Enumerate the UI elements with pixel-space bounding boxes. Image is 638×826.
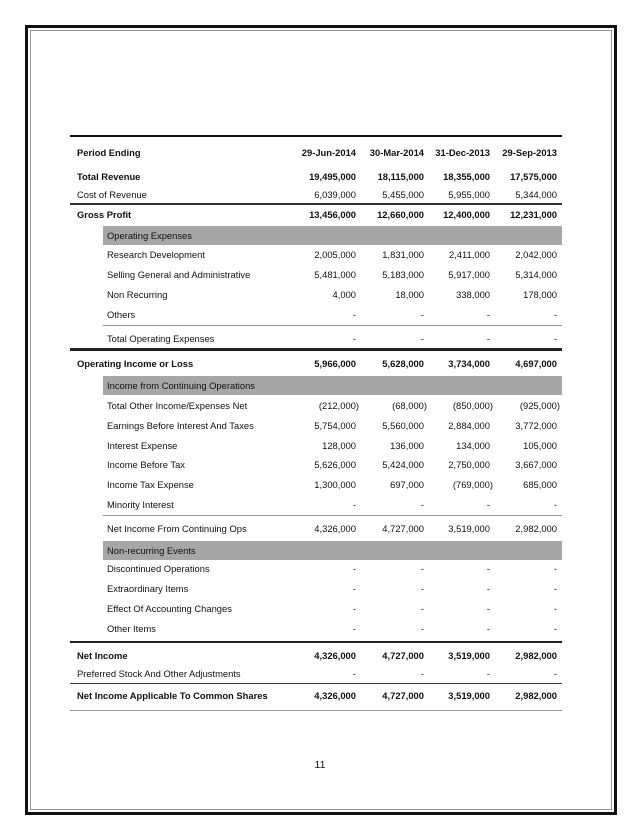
- cell-value: -: [352, 668, 356, 679]
- table-row: [70, 206, 562, 224]
- table-row: [70, 397, 562, 415]
- table-row: [70, 168, 562, 186]
- cell-value: -: [352, 623, 356, 634]
- cell-value: -: [420, 563, 424, 574]
- table-row: [70, 496, 562, 514]
- cell-value: 3,667,000: [515, 459, 557, 470]
- table-row: [70, 560, 562, 578]
- cell-value: -: [553, 563, 557, 574]
- row-label: Interest Expense: [107, 440, 178, 451]
- divider: [103, 515, 562, 516]
- cell-value: 2,884,000: [448, 420, 490, 431]
- row-label: Non Recurring: [107, 289, 168, 300]
- row-label: Income Before Tax: [107, 459, 185, 470]
- divider: [70, 203, 562, 205]
- cell-value: 5,754,000: [314, 420, 356, 431]
- cell-value: 134,000: [456, 440, 490, 451]
- cell-value: 3,734,000: [448, 358, 490, 369]
- cell-value: -: [352, 603, 356, 614]
- header-row: [70, 144, 562, 162]
- row-label: Period Ending: [77, 147, 141, 158]
- cell-value: 5,424,000: [382, 459, 424, 470]
- table-row: [70, 330, 562, 348]
- cell-value: -: [420, 583, 424, 594]
- cell-value: -: [553, 583, 557, 594]
- row-label: Net Income: [77, 650, 128, 661]
- cell-value: 685,000: [523, 479, 557, 490]
- cell-value: (850,000): [452, 400, 493, 411]
- cell-value: 4,326,000: [314, 690, 356, 701]
- cell-value: -: [420, 309, 424, 320]
- divider: [70, 641, 562, 643]
- section-header: [103, 376, 562, 395]
- table-row: [70, 437, 562, 455]
- divider: [70, 683, 562, 684]
- cell-value: -: [553, 603, 557, 614]
- cell-value: 2,411,000: [448, 249, 490, 260]
- cell-value: -: [420, 499, 424, 510]
- section-label: Non-recurring Events: [107, 545, 196, 556]
- row-label: Total Revenue: [77, 171, 141, 182]
- cell-value: 178,000: [523, 289, 557, 300]
- cell-value: 5,481,000: [314, 269, 356, 280]
- row-label: Effect Of Accounting Changes: [107, 603, 232, 614]
- table-row: [70, 580, 562, 598]
- cell-value: 4,727,000: [382, 690, 424, 701]
- cell-value: 30-Mar-2014: [369, 147, 424, 158]
- cell-value: 19,495,000: [309, 171, 356, 182]
- cell-value: 18,115,000: [377, 171, 424, 182]
- table-row: [70, 620, 562, 638]
- table-row: [70, 600, 562, 618]
- cell-value: 12,400,000: [443, 209, 490, 220]
- table-row: [70, 186, 562, 204]
- cell-value: 1,831,000: [382, 249, 424, 260]
- cell-value: 5,455,000: [382, 189, 424, 200]
- cell-value: 2,005,000: [314, 249, 356, 260]
- cell-value: -: [420, 668, 424, 679]
- cell-value: -: [352, 563, 356, 574]
- cell-value: 2,042,000: [515, 249, 557, 260]
- cell-value: 4,326,000: [314, 523, 356, 534]
- cell-value: 5,628,000: [382, 358, 424, 369]
- cell-value: 3,519,000: [448, 523, 490, 534]
- cell-value: -: [486, 623, 490, 634]
- cell-value: 2,982,000: [515, 690, 557, 701]
- cell-value: (925,000): [519, 400, 560, 411]
- cell-value: 338,000: [456, 289, 490, 300]
- table-row: [70, 520, 562, 538]
- row-label: Operating Income or Loss: [77, 358, 194, 369]
- cell-value: 2,982,000: [515, 523, 557, 534]
- cell-value: (68,000): [392, 400, 427, 411]
- cell-value: 4,727,000: [382, 523, 424, 534]
- cell-value: -: [420, 333, 424, 344]
- row-label: Selling General and Administrative: [107, 269, 251, 280]
- cell-value: 4,727,000: [382, 650, 424, 661]
- row-label: Extraordinary Items: [107, 583, 189, 594]
- cell-value: 105,000: [523, 440, 557, 451]
- divider: [70, 135, 562, 137]
- divider: [70, 348, 562, 351]
- cell-value: 5,183,000: [382, 269, 424, 280]
- table-row: [70, 306, 562, 324]
- cell-value: 2,750,000: [448, 459, 490, 470]
- cell-value: -: [420, 623, 424, 634]
- cell-value: -: [486, 603, 490, 614]
- cell-value: 5,626,000: [314, 459, 356, 470]
- section-header: [103, 541, 562, 560]
- cell-value: 31-Dec-2013: [435, 147, 490, 158]
- cell-value: 5,917,000: [448, 269, 490, 280]
- cell-value: 5,344,000: [515, 189, 557, 200]
- cell-value: 29-Sep-2013: [502, 147, 557, 158]
- cell-value: -: [352, 309, 356, 320]
- section-label: Operating Expenses: [107, 230, 192, 241]
- cell-value: -: [352, 499, 356, 510]
- cell-value: 4,697,000: [515, 358, 557, 369]
- table-row: [70, 476, 562, 494]
- table-row: [70, 647, 562, 665]
- divider: [70, 710, 562, 711]
- cell-value: 18,355,000: [443, 171, 490, 182]
- cell-value: 17,575,000: [510, 171, 557, 182]
- row-label: Research Development: [107, 249, 205, 260]
- cell-value: -: [553, 309, 557, 320]
- cell-value: 1,300,000: [314, 479, 356, 490]
- table-row: [70, 665, 562, 683]
- section-label: Income from Continuing Operations: [107, 380, 255, 391]
- cell-value: 13,456,000: [309, 209, 356, 220]
- row-label: Cost of Revenue: [77, 189, 147, 200]
- cell-value: 4,326,000: [314, 650, 356, 661]
- cell-value: -: [553, 333, 557, 344]
- cell-value: 29-Jun-2014: [301, 147, 356, 158]
- cell-value: 6,039,000: [314, 189, 356, 200]
- table-row: [70, 417, 562, 435]
- row-label: Total Operating Expenses: [107, 333, 215, 344]
- cell-value: (769,000): [452, 479, 493, 490]
- cell-value: 18,000: [395, 289, 424, 300]
- table-row: [70, 456, 562, 474]
- row-label: Gross Profit: [77, 209, 132, 220]
- cell-value: -: [486, 668, 490, 679]
- row-label: Total Other Income/Expenses Net: [107, 400, 248, 411]
- cell-value: 136,000: [390, 440, 424, 451]
- cell-value: 12,231,000: [510, 209, 557, 220]
- cell-value: 4,000: [332, 289, 356, 300]
- cell-value: 2,982,000: [515, 650, 557, 661]
- cell-value: 3,772,000: [515, 420, 557, 431]
- cell-value: -: [486, 309, 490, 320]
- row-label: Preferred Stock And Other Adjustments: [77, 668, 241, 679]
- row-label: Earnings Before Interest And Taxes: [107, 420, 254, 431]
- cell-value: 5,560,000: [382, 420, 424, 431]
- cell-value: -: [486, 499, 490, 510]
- table-row: [70, 355, 562, 373]
- cell-value: (212,000): [318, 400, 359, 411]
- cell-value: 5,955,000: [448, 189, 490, 200]
- page-number: 11: [314, 759, 326, 771]
- cell-value: -: [553, 623, 557, 634]
- cell-value: 12,660,000: [377, 209, 424, 220]
- table-row: [70, 246, 562, 264]
- row-label: Other Items: [107, 623, 156, 634]
- row-label: Others: [107, 309, 136, 320]
- cell-value: -: [420, 603, 424, 614]
- table-row: [70, 687, 562, 705]
- cell-value: 697,000: [390, 479, 424, 490]
- cell-value: 5,314,000: [515, 269, 557, 280]
- table-row: [70, 266, 562, 284]
- cell-value: 3,519,000: [448, 690, 490, 701]
- divider: [103, 325, 562, 326]
- row-label: Net Income Applicable To Common Shares: [77, 690, 268, 701]
- row-label: Net Income From Continuing Ops: [107, 523, 247, 534]
- cell-value: 128,000: [322, 440, 356, 451]
- cell-value: -: [352, 583, 356, 594]
- row-label: Discontinued Operations: [107, 563, 210, 574]
- cell-value: -: [486, 583, 490, 594]
- section-header: [103, 226, 562, 245]
- table-row: [70, 286, 562, 304]
- cell-value: -: [553, 668, 557, 679]
- row-label: Minority Interest: [107, 499, 174, 510]
- cell-value: -: [352, 333, 356, 344]
- cell-value: 5,966,000: [314, 358, 356, 369]
- cell-value: -: [553, 499, 557, 510]
- row-label: Income Tax Expense: [107, 479, 194, 490]
- cell-value: 3,519,000: [448, 650, 490, 661]
- cell-value: -: [486, 563, 490, 574]
- cell-value: -: [486, 333, 490, 344]
